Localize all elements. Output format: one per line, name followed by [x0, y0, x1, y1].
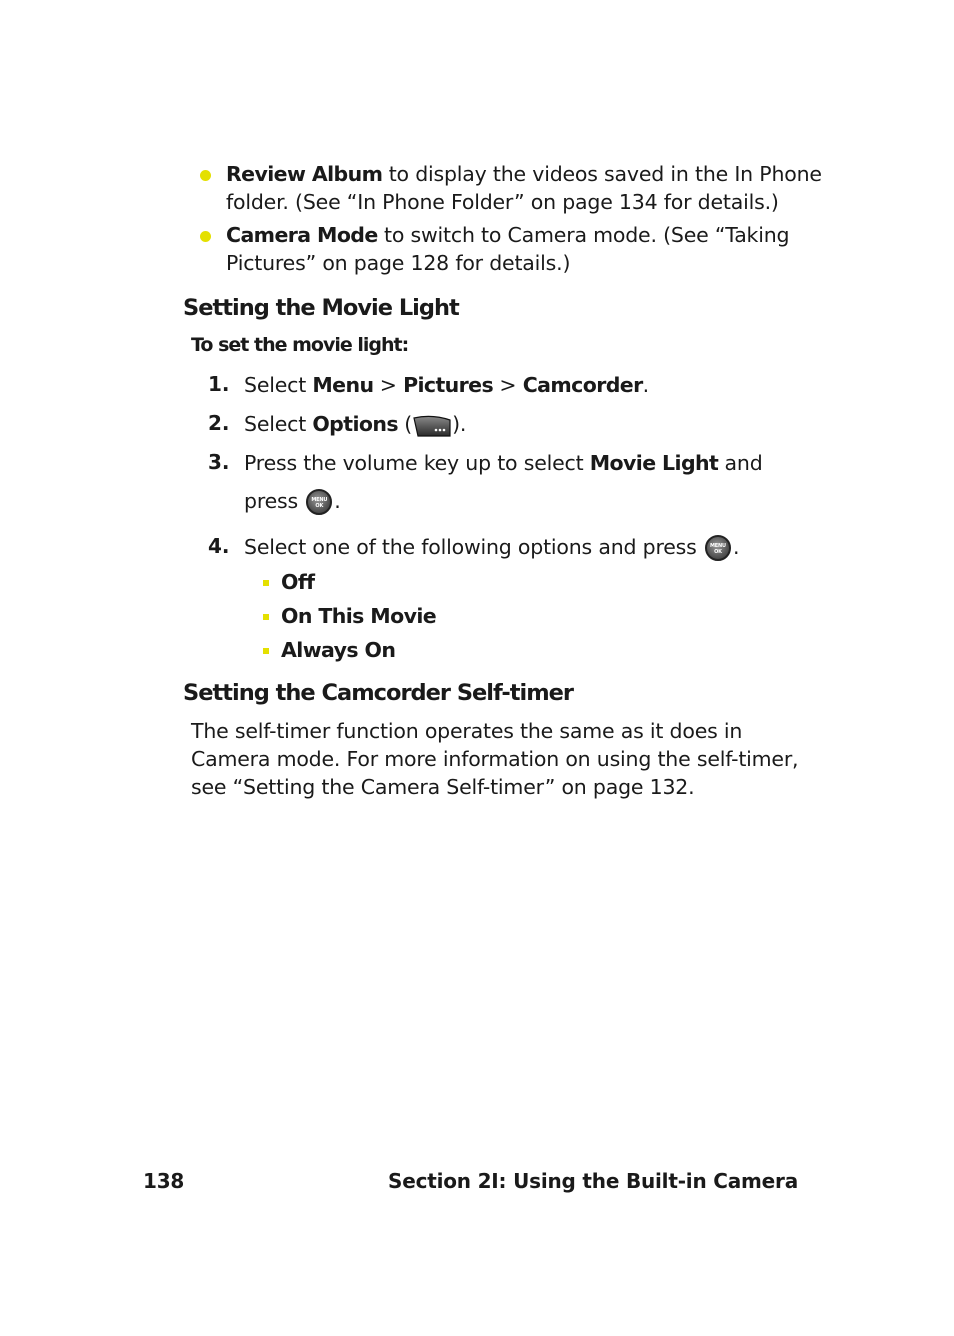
- menu-ok-button-icon: MENU OK: [306, 489, 332, 515]
- section-heading-movie-light: Setting the Movie Light: [183, 295, 459, 321]
- bullet-icon: [200, 170, 211, 181]
- step-1: Select Menu > Pictures > Camcorder.: [244, 373, 649, 397]
- step-3-line-2: press MENU OK .: [244, 489, 341, 513]
- step-2: Select Options ( ).: [244, 412, 467, 436]
- option-off: Off: [281, 570, 315, 594]
- procedure-subheading: To set the movie light:: [191, 334, 409, 356]
- bullet-item-review-album: Review Album to display the videos saved in the In Phone folder. (See “In Phone Folder” on page 134 for details.): [226, 162, 822, 214]
- step-number: 4.: [208, 534, 230, 558]
- option-bullet-icon: [263, 614, 269, 620]
- bullet-bold: Review Album: [226, 162, 383, 186]
- bullet-item-camera-mode: Camera Mode to switch to Camera mode. (See “Taking Pictures” on page 128 for details.): [226, 223, 790, 275]
- option-on-this-movie: On This Movie: [281, 604, 437, 628]
- step-3-line-1: Press the volume key up to select Movie Light and: [244, 451, 763, 475]
- bullet-icon: [200, 231, 211, 242]
- section-title-footer: Section 2I: Using the Built-in Camera: [388, 1169, 798, 1193]
- option-always-on: Always On: [281, 638, 396, 662]
- option-bullet-icon: [263, 648, 269, 654]
- option-bullet-icon: [263, 580, 269, 586]
- bullet-bold: Camera Mode: [226, 223, 378, 247]
- step-number: 2.: [208, 411, 230, 435]
- section-heading-self-timer: Setting the Camcorder Self-timer: [183, 680, 574, 706]
- self-timer-paragraph: The self-timer function operates the same as it does in Camera mode. For more information on using the self-timer, see “Setting the Camera Self-timer” on page 132.: [191, 719, 799, 799]
- page-number: 138: [143, 1169, 185, 1193]
- right-soft-key-icon: [412, 414, 452, 436]
- step-number: 3.: [208, 450, 230, 474]
- step-4: Select one of the following options and press MENU OK .: [244, 535, 740, 559]
- step-number: 1.: [208, 372, 230, 396]
- menu-ok-button-icon: MENU OK: [705, 535, 731, 561]
